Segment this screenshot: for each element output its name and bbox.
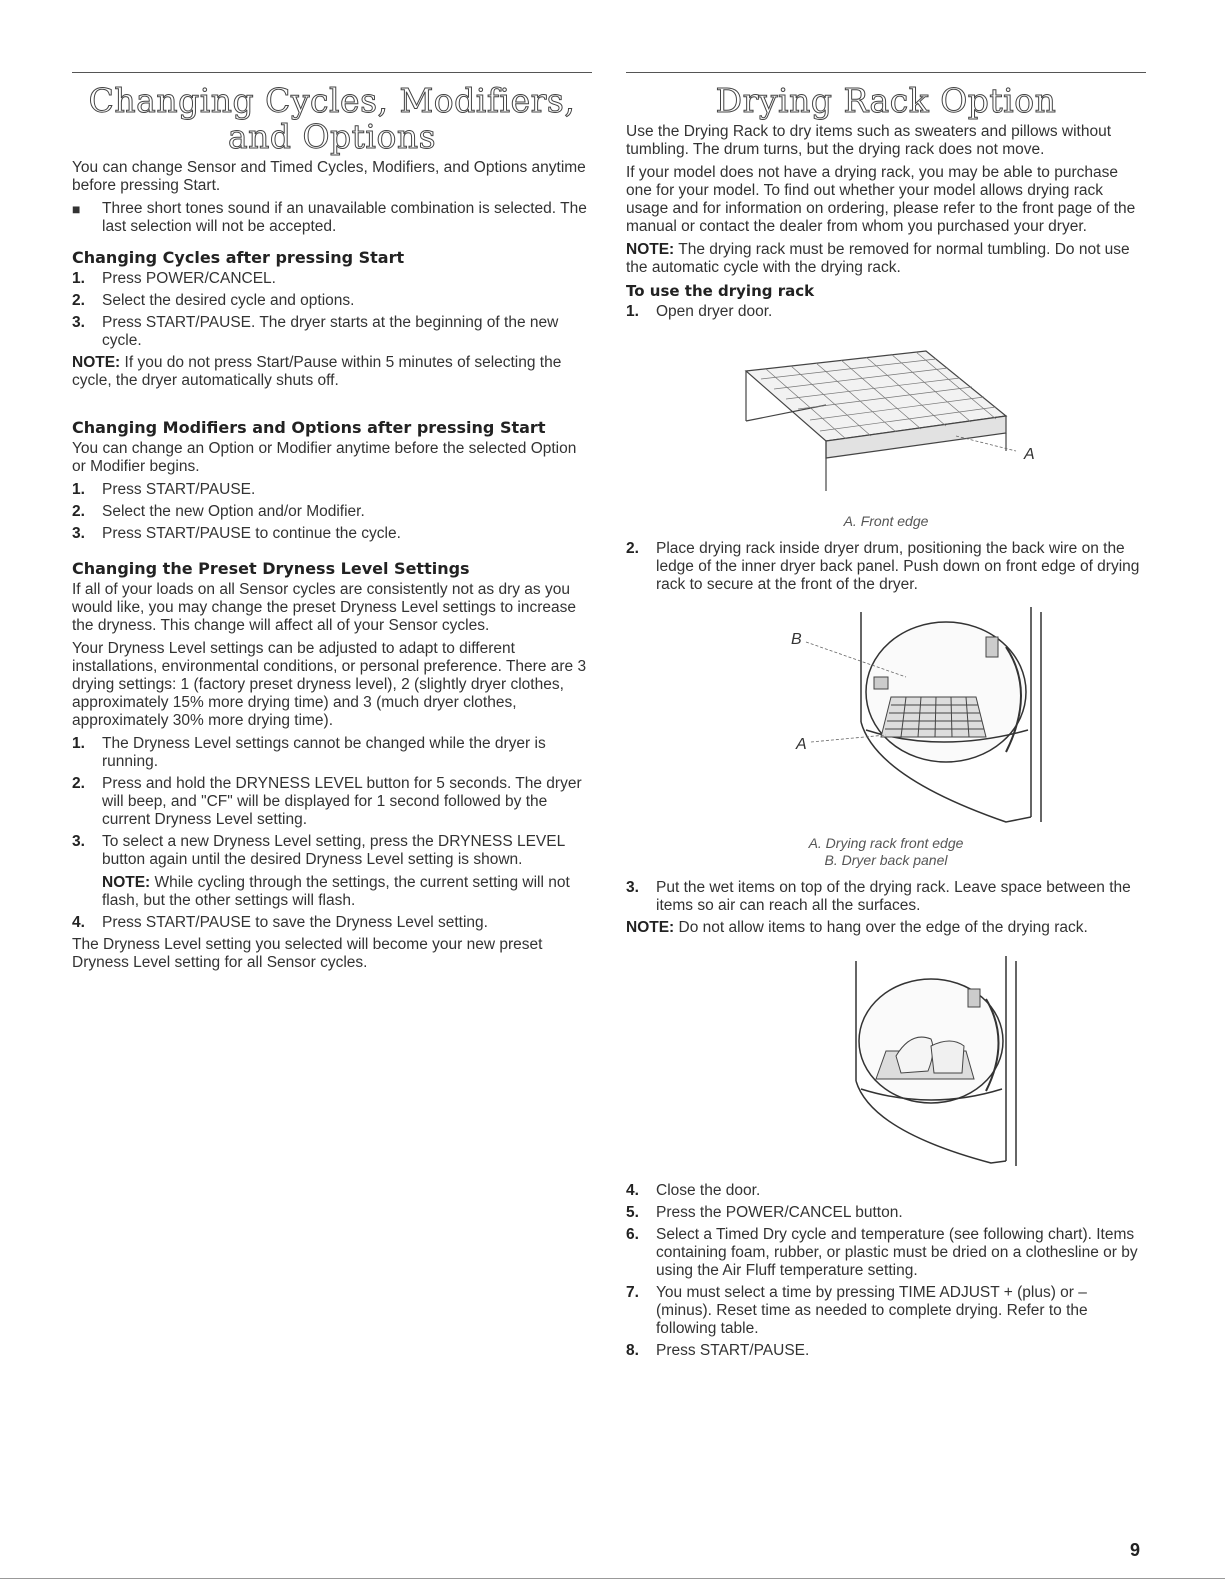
list-item: 1. The Dryness Level settings cannot be changed while the dryer is running. [72,735,546,770]
steps-preset-dryness [72,735,592,932]
list-item: 6. Select a Timed Dry cycle and temperature (see following chart). Items containing foam, rubber, or plastic must be dried on a clothesline or by using the Air Fluff temperature setting. [626,1226,1138,1279]
figure-label-a: A [796,736,807,753]
heading-preset-dryness: Changing the Preset Dryness Level Settings [72,559,470,578]
list-item: 8. Press START/PAUSE. [626,1342,810,1359]
steps-use-rack-2 [626,540,1146,594]
list-item: ■ Three short tones sound if an unavailable combination is selected. The last selection will not be accepted. [72,200,587,235]
steps-use-rack-3 [626,879,1146,915]
section-title-changing-cycles: Changing Cycles, Modifiers, and Options [88,81,576,156]
dryness-closing: The Dryness Level setting you selected will become your new preset Dryness Level setting for all Sensor cycles. [72,936,543,971]
list-item: 3. Press START/PAUSE. The dryer starts at the beginning of the new cycle. [72,314,559,349]
top-rule-left [72,72,592,73]
heading-use-rack: To use the drying rack [626,282,815,300]
list-item: 3. Put the wet items on top of the drying rack. Leave space between the items so air can reach all the surfaces. [626,879,1131,914]
list-item: 1. Press POWER/CANCEL. [72,270,276,287]
dryness-paragraph-1: If all of your loads on all Sensor cycles are consistently not as dry as you would like, you may change the preset Dryness Level settings to increase the dryness. This change will affect all of your Sensor cycles. [72,581,577,634]
step-note: NOTE: While cycling through the settings, the current setting will not flash, but the other settings will flash. [102,874,570,909]
rack-in-dryer-figure [706,602,1066,827]
bottom-rule [0,1578,1225,1579]
square-bullet-icon: ■ [72,201,81,217]
page-number: 9 [1129,1540,1140,1560]
heading-changing-modifiers: Changing Modifiers and Options after pressing Start [72,418,546,437]
list-item: 2. Select the desired cycle and options. [72,292,355,309]
steps-changing-cycles [72,270,592,350]
rack-note-2: NOTE: Do not allow items to hang over the edge of the drying rack. [626,919,1088,936]
list-item: 3. To select a new Dryness Level setting, press the DRYNESS LEVEL button again until the desired Dryness Level setting is shown. NOTE: While cycling through the settings, the current setting will not flash, but the other settings will flash. [72,833,592,910]
heading-changing-cycles: Changing Cycles after pressing Start [72,248,405,267]
list-item: 2. Press and hold the DRYNESS LEVEL button for 5 seconds. The dryer will beep, and "CF" will be displayed for 1 second followed by the current Dryness Level setting. [72,775,582,828]
note-paragraph: NOTE: If you do not press Start/Pause within 5 minutes of selecting the cycle, the dryer automatically shuts off. [72,354,562,389]
list-item: 2. Place drying rack inside dryer drum, positioning the back wire on the ledge of the inner dryer back panel. Push down on front edge of drying rack to secure at the front of the dryer. [626,540,1140,593]
right-column [626,72,1146,1364]
list-item: 2. Select the new Option and/or Modifier. [72,503,365,520]
list-item: 4. Close the door. [626,1182,761,1199]
left-column [72,72,592,977]
list-item: 1. Open dryer door. [626,303,773,320]
list-item: 3. Press START/PAUSE to continue the cycle. [72,525,401,542]
modifiers-intro: You can change an Option or Modifier anytime before the selected Option or Modifier begins. [72,440,577,475]
bullet-list [72,200,592,236]
list-item: 7. You must select a time by pressing TIME ADJUST + (plus) or – (minus). Reset time as needed to complete drying. Refer to the following table. [626,1284,1088,1337]
drying-rack-figure [706,341,1066,511]
steps-changing-modifiers [72,481,592,543]
steps-use-rack-1 [626,303,1146,321]
items-on-rack-figure [736,951,1036,1166]
figure-label-a: A [1024,446,1035,463]
top-rule-right [626,72,1146,73]
list-item: 1. Press START/PAUSE. [72,481,256,498]
rack-paragraph-2: If your model does not have a drying rack, you may be able to purchase one for your model. To find out whether your model allows drying rack usage and for information on ordering, please refer to the front page of the manual or contact the dealer from whom you purchased your dryer. [626,164,1136,235]
dryness-paragraph-2: Your Dryness Level settings can be adjusted to adapt to different installations, environmental conditions, or personal preference. There are 3 drying settings: 1 (factory preset dryness level), 2 (slightly dryer clothes, approximately 15% more drying time) and 3 (much dryer clothes, approximately 30% more drying time). [72,640,587,729]
steps-use-rack-4 [626,1182,1146,1360]
figure-caption: A. Front edge [843,513,929,529]
rack-note: NOTE: The drying rack must be removed for normal tumbling. Do not use the automatic cycle with the drying rack. [626,241,1130,276]
list-item: 5. Press the POWER/CANCEL button. [626,1204,903,1221]
figure-label-b: B [791,631,802,648]
list-item: 4. Press START/PAUSE to save the Dryness Level setting. [72,914,488,931]
figure-caption: A. Drying rack front edge B. Dryer back panel [808,835,964,868]
rack-paragraph-1: Use the Drying Rack to dry items such as sweaters and pillows without tumbling. The drum turns, but the drying rack does not move. [626,123,1112,158]
intro-paragraph: You can change Sensor and Timed Cycles, Modifiers, and Options anytime before pressing Start. [72,159,586,194]
section-title-drying-rack: Drying Rack Option [715,81,1057,120]
